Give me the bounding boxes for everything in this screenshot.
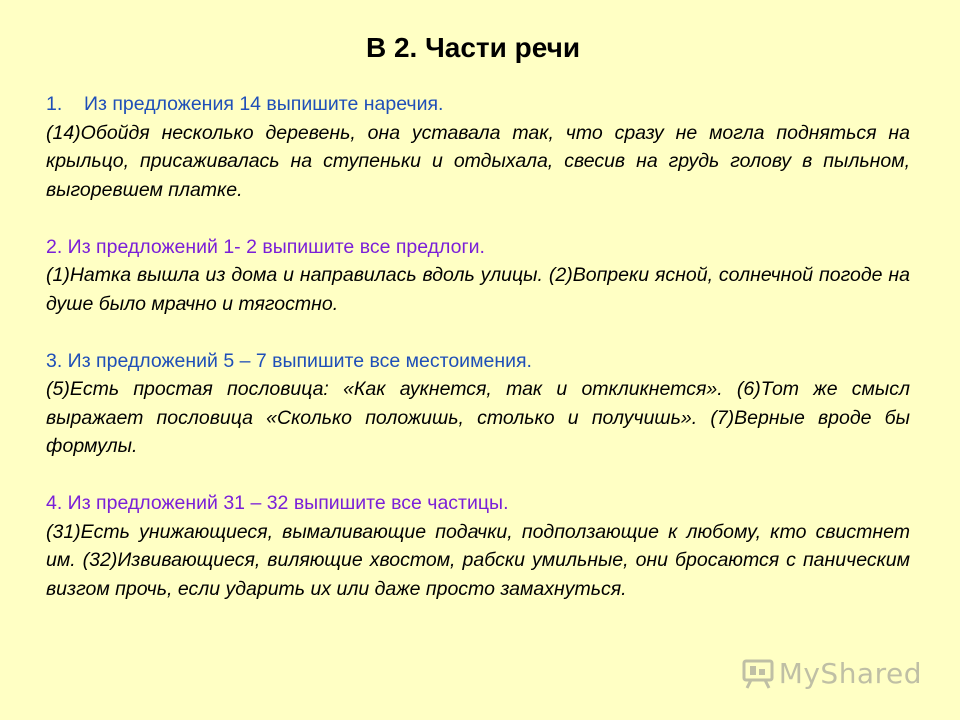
task-1 bbox=[46, 90, 910, 204]
task-question: 2. Из предложений 1- 2 выпишите все предлоги. bbox=[46, 235, 485, 258]
task-3 bbox=[46, 347, 910, 461]
watermark-text: MyShared bbox=[778, 657, 922, 690]
task-question: 4. Из предложений 31 – 32 выпишите все частицы. bbox=[46, 492, 509, 514]
presentation-board-icon bbox=[741, 658, 775, 690]
tasks-list bbox=[46, 90, 910, 632]
task-2 bbox=[46, 233, 910, 319]
task-number: 1. bbox=[46, 93, 63, 115]
task-question: 3. Из предложений 5 – 7 выпишите все местоимения. bbox=[46, 349, 532, 372]
task-4 bbox=[46, 489, 910, 603]
task-question bbox=[46, 90, 910, 119]
watermark-logo bbox=[741, 657, 922, 690]
slide-title: В 2. Части речи bbox=[365, 32, 581, 63]
task-passage: (1)Натка вышла из дома и направилась вдоль улицы. (2)Вопреки ясной, солнечной погоде на душе было мрачно и тягостно. bbox=[46, 264, 910, 315]
task-question-text: Из предложения 14 выпишите наречия. bbox=[84, 93, 444, 115]
task-passage: (14)Обойдя несколько деревень, она уставала так, что сразу не могла подняться на крыльцо, присаживалась на ступеньки и отдыхала, свесив на грудь голову в пыльном, выгоревшем платке. bbox=[46, 121, 910, 201]
task-passage: (31)Есть унижающиеся, вымаливающие подачки, подползающие к любому, кто свистнет им. (32)Извивающиеся, виляющие хвостом, рабски умильные, они бросаются с паническим визгом прочь, если ударить их или даже просто замахнуться. bbox=[46, 520, 910, 600]
task-passage: (5)Есть простая пословица: «Как аукнется, так и откликнется». (6)Тот же смысл выражает пословица «Сколько положишь, столько и получишь». (7)Верные вроде бы формулы. bbox=[46, 378, 910, 457]
